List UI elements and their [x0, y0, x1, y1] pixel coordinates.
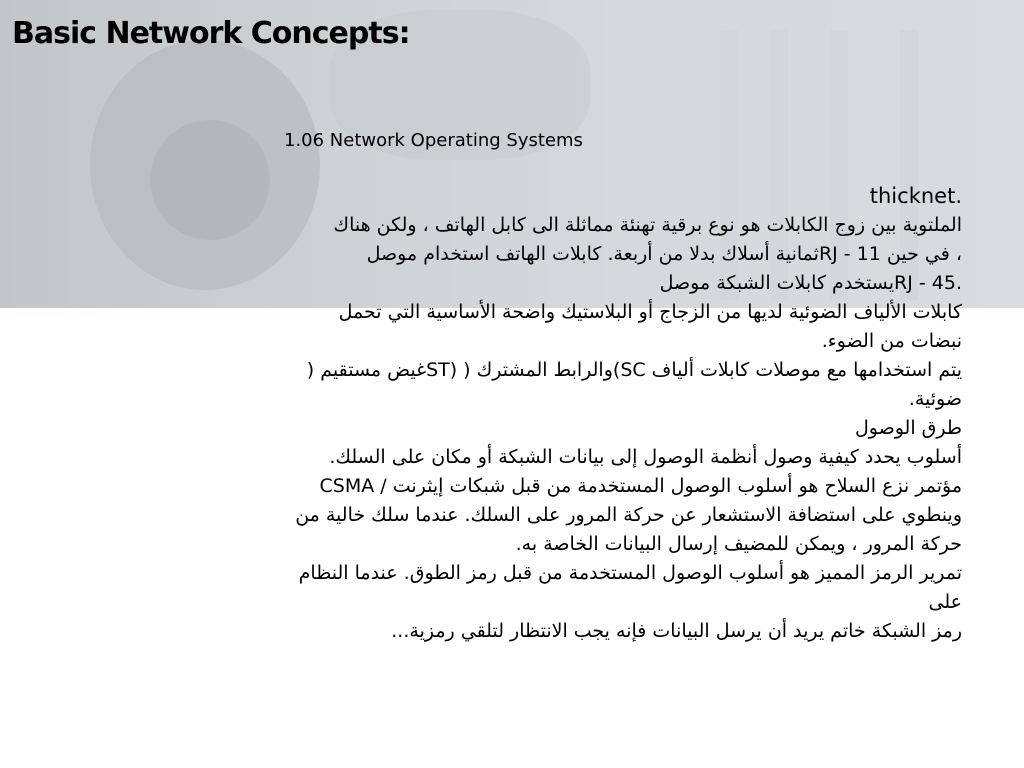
body-line: طرق الوصول — [854, 417, 962, 439]
body-line: يتم استخدامها مع موصلات كابلات ألياف SC)والرابط المشترك ( (STغيض مستقيم ( — [306, 359, 962, 381]
body-line: أسلوب يحدد كيفية وصول أنظمة الوصول إلى بيانات الشبكة أو مكان على السلك. — [329, 446, 962, 468]
slide-body-text — [110, 182, 962, 646]
slide-title: Basic Network Concepts: — [12, 16, 410, 51]
body-line: كابلات الألياف الضوئية لديها من الزجاج أو البلاستيك واضحة الأساسية التي تحمل — [338, 301, 962, 323]
body-line: مؤتمر نزع السلاح هو أسلوب الوصول المستخدمة من قبل شبكات إيثرنت / CSMA — [319, 475, 962, 497]
body-line: ضوئية. — [908, 388, 962, 410]
body-line: .RJ - 45يستخدم كابلات الشبكة موصل — [659, 272, 962, 294]
body-line: thicknet. — [869, 184, 962, 208]
body-line: رمز الشبكة خاتم يريد أن يرسل البيانات فإنه يجب الانتظار لتلقي رمزية... — [391, 620, 962, 642]
body-line: حركة المرور ، ويمكن للمضيف إرسال البيانات الخاصة به. — [515, 533, 962, 555]
slide-subtitle: 1.06 Network Operating Systems — [284, 130, 583, 151]
body-line: الملتوية بين زوج الكابلات هو نوع برقية تهنئة مماثلة الى كابل الهاتف ، ولكن هناك — [333, 214, 962, 236]
body-line: نبضات من الضوء. — [821, 330, 962, 352]
body-line: وينطوي على استضافة الاستشعار عن حركة المرور على السلك. عندما سلك خالية من — [295, 504, 962, 526]
body-line: تمرير الرمز المميز هو أسلوب الوصول المستخدمة من قبل رمز الطوق. عندما النظام — [298, 562, 962, 584]
body-line: ، في حين RJ - 11ثمانية أسلاك بدلا من أربعة. كابلات الهاتف استخدام موصل — [366, 243, 962, 265]
body-line: على — [928, 591, 962, 613]
